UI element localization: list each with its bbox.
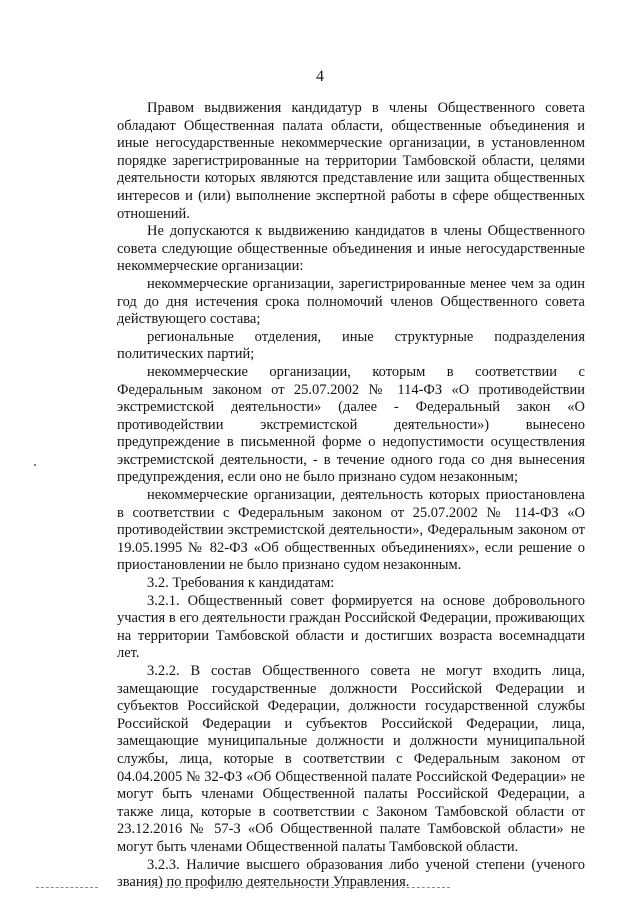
document-body — [117, 100, 585, 892]
paragraph-extremism-warning: некоммерческие организации, которым в соответствии с Федеральным законом от 25.07.2002 № 114-ФЗ «О противодействии экстремистской деятельности» (далее - Федеральный закон «О противодействии экстремистской деятельности») вынесено предупреждение в письменной форме о недопустимости осуществления экстремистской деятельности, - в течение одного года со дня вынесения предупреждения, если оно не было признано судом незаконным; — [117, 363, 585, 486]
paragraph-suspended-organizations: некоммерческие организации, деятельность которых приостановлена в соответствии с Федеральным законом от 25.07.2002 № 114-ФЗ «О противодействии экстремистской деятельности», Федеральным законом от 19.05.1995 № 82-ФЗ «Об общественных объединениях», если решение о приостановлении не было признано судом незаконным. — [117, 487, 585, 574]
page-number: 4 — [316, 68, 324, 85]
paragraph-3-2-2: 3.2.2. В состав Общественного совета не могут входить лица, замещающие государственные должности Российской Федерации и субъектов Российской Федерации, должности государственной службы Российской Федерации и субъектов Российской Федерации, лица, замещающие муниципальные должности и должности муниципальной службы, лица, которые в соответствии с Федеральным законом от 04.04.2005 № 32-ФЗ «Об Общественной палате Российской Федерации» не могут быть членами Общественной палаты Российской Федерации, а также лица, которые в соответствии с Законом Тамбовской области от 23.12.2016 № 57-З «Об Общественной палате Тамбовской области» не могут быть членами Общественной палаты Тамбовской области. — [117, 663, 585, 855]
paragraph-not-admitted: Не допускаются к выдвижению кандидатов в члены Общественного совета следующие общественные объединения и иные негосударственные некоммерческие организации: — [117, 223, 585, 275]
paragraph-registered-less-than-year: некоммерческие организации, зарегистрированные менее чем за один год до дня истечения срока полномочий членов Общественного совета действующего состава; — [117, 275, 585, 328]
paragraph-party-branches: региональные отделения, иные структурные подразделения политических партий; — [117, 328, 585, 363]
footer-scan-line-right — [150, 887, 450, 888]
paragraph-3-2-1: 3.2.1. Общественный совет формируется на основе добровольного участия в его деятельности граждан Российской Федерации, проживающих на территории Тамбовской области и достигших возраста восемнадцати лет. — [117, 592, 585, 662]
paragraph-3-2-3: 3.2.3. Наличие высшего образования либо ученой степени (ученого звания) по профилю деятельности Управления. — [117, 856, 585, 891]
scan-artifact-dot — [34, 464, 36, 466]
paragraph-nomination-right: Правом выдвижения кандидатур в члены Общественного совета обладают Общественная палата области, общественные объединения и иные негосударственные некоммерческие организации, в установленном порядке зарегистрированные на территории Тамбовской области, целями деятельности которых являются представление или защита общественных интересов и (или) выполнение экспертной работы в сфере общественных отношений. — [117, 100, 585, 222]
section-heading-candidate-requirements: 3.2. Требования к кандидатам: — [147, 575, 335, 592]
footer-scan-line-left — [36, 887, 98, 888]
